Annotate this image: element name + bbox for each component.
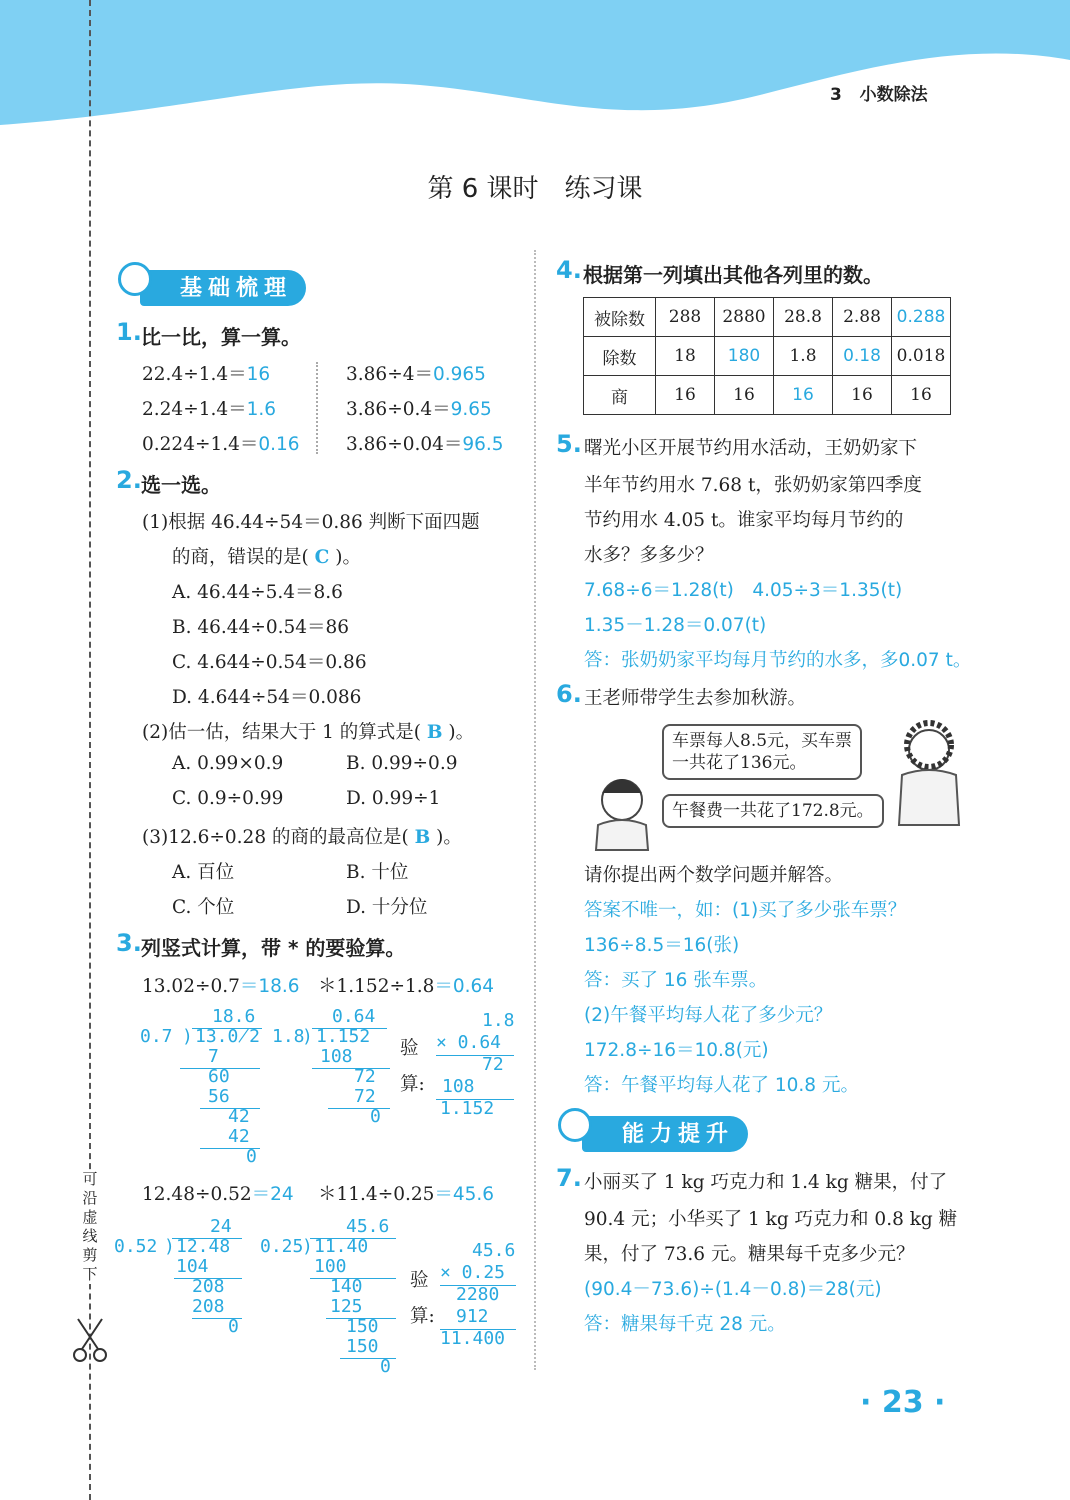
q5-answer-3: 答：张奶奶家平均每月节约的水多，多0.07 t。	[584, 650, 972, 671]
q1-right-3: 3.86÷0.04＝96.5	[346, 434, 504, 455]
lesson-title: 第 6 课时 练习课	[427, 174, 643, 204]
q5-answer-2: 1.35－1.28＝0.07(t)	[584, 615, 767, 636]
section-badge-basic: 基础梳理	[140, 270, 306, 306]
cut-label: 可 沿 虚 线 剪 下	[80, 1170, 100, 1284]
q6-answer-1: 答案不唯一，如：(1)买了多少张车票？	[584, 900, 907, 921]
page-number: · 23 ·	[860, 1385, 946, 1420]
q2-p1-opt-b: B. 46.44÷0.54＝86	[172, 617, 350, 638]
q5-answer-1: 7.68÷6＝1.28(t) 4.05÷3＝1.35(t)	[584, 580, 903, 601]
q2-p3-opt-a: A. 百位	[172, 862, 235, 883]
q1-left-3: 0.224÷1.4＝0.16	[142, 434, 300, 455]
q2-p3-opt-b: B. 十位	[346, 862, 409, 883]
clock-icon	[118, 262, 152, 296]
q7-answer-1: (90.4－73.6)÷(1.4－0.8)＝28(元)	[584, 1279, 882, 1300]
header-wave	[0, 0, 1070, 140]
q6-answer-6: 答：午餐平均每人花了 10.8 元。	[584, 1075, 859, 1096]
q3-title: 列竖式计算，带 * 的要验算。	[141, 936, 406, 960]
q2-p1-opt-d: D. 4.644÷54＝0.086	[172, 687, 362, 708]
q2-p2-opt-d: D. 0.99÷1	[346, 788, 441, 809]
table-row	[584, 376, 951, 415]
table-cell: 28.8	[774, 298, 833, 337]
table-cell: 16	[715, 376, 774, 415]
q4-table	[583, 297, 951, 415]
q6-title: 王老师带学生去参加秋游。	[584, 688, 807, 709]
q7-line-2: 90.4 元；小华买了 1 kg 巧克力和 0.8 kg 糖	[584, 1209, 958, 1230]
table-cell: 商	[584, 376, 656, 415]
q2-p1-stem1: (1)根据 46.44÷54＝0.86 判断下面四题	[142, 512, 480, 533]
q2-p2-opt-c: C. 0.9÷0.99	[172, 788, 284, 809]
q3-number: 3.	[116, 929, 142, 957]
q6-answer-2: 136÷8.5＝16(张)	[584, 935, 740, 956]
q7-answer-2: 答：糖果每千克 28 元。	[584, 1314, 786, 1335]
table-cell: 18	[656, 337, 715, 376]
q6-prompt: 请你提出两个数学问题并解答。	[584, 865, 844, 886]
speech-bubble-1: 车票每人8.5元，买车票 一共花了136元。	[662, 724, 862, 780]
q2-p2-opt-a: A. 0.99×0.9	[172, 753, 284, 774]
table-cell: 1.8	[774, 337, 833, 376]
q2-p3-stem: (3)12.6÷0.28 的商的最高位是( B )。	[142, 827, 462, 848]
q5-number: 5.	[556, 430, 582, 458]
q5-line-4: 水多？多多少？	[584, 545, 714, 566]
column-divider	[534, 250, 536, 1370]
scissors-icon	[72, 1315, 108, 1365]
q2-p2-opt-b: B. 0.99÷0.9	[346, 753, 458, 774]
q4-title: 根据第一列填出其他各列里的数。	[583, 263, 883, 287]
q4-number: 4.	[556, 256, 582, 284]
q2-p1-opt-a: A. 46.44÷5.4＝8.6	[172, 582, 343, 603]
q3-expr-3: 12.48÷0.52＝24	[142, 1184, 294, 1205]
table-cell: 2.88	[833, 298, 892, 337]
q3-expr-4: ＊11.4÷0.25＝45.6	[318, 1184, 495, 1205]
q1-left-2: 2.24÷1.4＝1.6	[142, 399, 277, 420]
q7-line-3: 果，付了 73.6 元。糖果每千克多少元？	[584, 1244, 915, 1265]
q5-line-3: 节约用水 4.05 t。谁家平均每月节约的	[584, 510, 904, 531]
q2-p1-opt-c: C. 4.644÷0.54＝0.86	[172, 652, 367, 673]
q5-line-1: 曙光小区开展节约用水活动，王奶奶家下	[584, 438, 918, 459]
q2-p3-opt-c: C. 个位	[172, 897, 235, 918]
table-cell: 除数	[584, 337, 656, 376]
table-cell: 16	[892, 376, 951, 415]
q6-number: 6.	[556, 680, 582, 708]
speech-bubble-2: 午餐费一共花了172.8元。	[662, 794, 884, 828]
table-cell: 16	[833, 376, 892, 415]
table-cell-answer: 0.18	[833, 337, 892, 376]
check-label-1: 验	[400, 1038, 419, 1059]
q7-line-1: 小丽买了 1 kg 巧克力和 1.4 kg 糖果，付了	[584, 1172, 948, 1193]
q2-title: 选一选。	[141, 473, 221, 497]
q2-number: 2.	[116, 466, 142, 494]
q7-number: 7.	[556, 1164, 582, 1192]
q1-number: 1.	[116, 318, 142, 346]
q6-answer-3: 答：买了 16 张车票。	[584, 970, 768, 991]
q3-expr-2: ＊1.152÷1.8＝0.64	[318, 976, 495, 997]
table-cell: 288	[656, 298, 715, 337]
q2-p1-stem2: 的商，错误的是( C )。	[172, 547, 361, 568]
q1-right-2: 3.86÷0.4＝9.65	[346, 399, 492, 420]
table-row	[584, 337, 951, 376]
q1-title: 比一比，算一算。	[141, 325, 301, 349]
q1-divider	[316, 362, 318, 454]
table-cell: 16	[656, 376, 715, 415]
chapter-label: 3 小数除法	[830, 85, 928, 105]
q2-p2-stem: (2)估一估，结果大于 1 的算式是( B )。	[142, 722, 475, 743]
table-cell: 被除数	[584, 298, 656, 337]
table-cell-answer: 0.288	[892, 298, 951, 337]
q1-left-1: 22.4÷1.4＝16	[142, 364, 271, 385]
q2-p3-opt-d: D. 十分位	[346, 897, 428, 918]
check-label-4: 算:	[410, 1306, 435, 1327]
q5-line-2: 半年节约用水 7.68 t，张奶奶家第四季度	[584, 475, 922, 496]
section-badge-advanced: 能力提升	[582, 1116, 748, 1152]
table-row	[584, 298, 951, 337]
table-cell-answer: 180	[715, 337, 774, 376]
q6-answer-5: 172.8÷16＝10.8(元)	[584, 1040, 769, 1061]
q6-answer-4: (2)午餐平均每人花了多少元？	[584, 1005, 833, 1026]
q3-expr-1: 13.02÷0.7＝18.6	[142, 976, 300, 997]
table-cell: 0.018	[892, 337, 951, 376]
q1-right-1: 3.86÷4＝0.965	[346, 364, 486, 385]
table-cell-answer: 16	[774, 376, 833, 415]
check-label-2: 算:	[400, 1074, 425, 1095]
clock-icon	[558, 1108, 592, 1142]
table-cell: 2880	[715, 298, 774, 337]
check-label-3: 验	[410, 1270, 429, 1291]
